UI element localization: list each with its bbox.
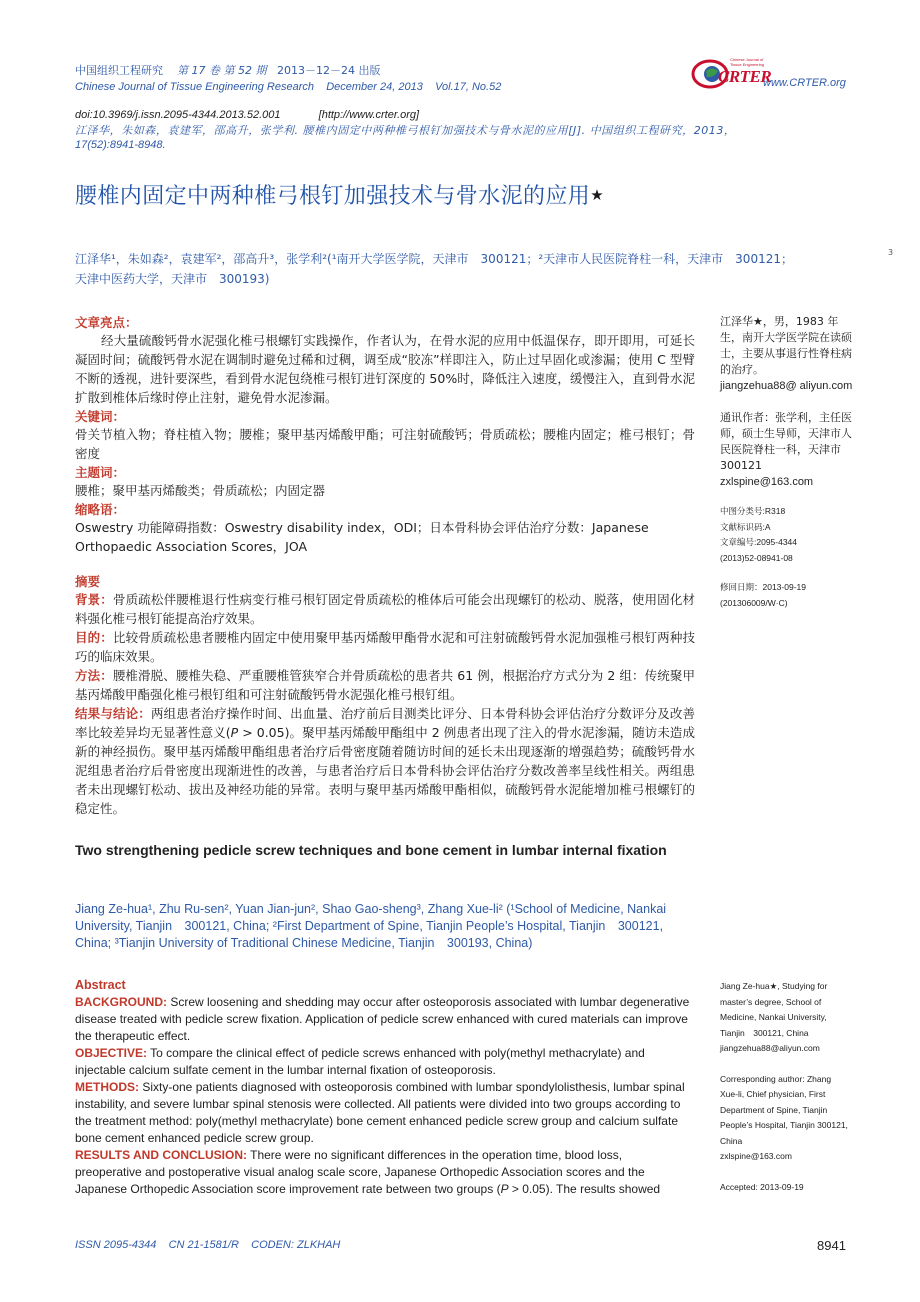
article-number-2: (2013)52-08941-08	[720, 552, 793, 563]
background-label-en: BACKGROUND:	[75, 995, 167, 1009]
abbreviations-label: 缩略语：	[75, 502, 126, 517]
logo-small-text: Chinese Journal of Tissue Engineering	[730, 57, 765, 67]
volume-en: Vol.17, No.52	[435, 81, 502, 93]
abbreviations-line2: Orthopaedic Association Scores，JOA	[75, 539, 308, 554]
author-email-en[interactable]: jiangzehua88@aliyun.com	[720, 1043, 820, 1053]
author-info-cn: 江泽华★，男，1983 年生，南开大学医学院在读硕士，主要从事退行性脊柱病的治疗。	[720, 315, 852, 376]
authors-cn	[75, 249, 875, 289]
abbreviations-line1: Oswestry 功能障碍指数：Oswestry disability index，ODI；日本骨科协会评估治疗分数：Japanese	[75, 520, 649, 535]
issn: ISSN 2095-4344	[75, 1239, 157, 1251]
corr-email-en[interactable]: zxlspine@163.com	[720, 1151, 792, 1161]
abstract-cn-objective	[75, 628, 695, 666]
results-text-cn-b: > 0.05)。聚甲基丙烯酸甲酯组中 2 例患者出现了注入的骨水泥渗漏，随访未造成新的神经损伤。聚甲基丙烯酸甲酯组患者治疗后骨密度随着随访时间的延长未出现逐渐的增强趋势；硫酸钙骨水泥组患者治疗后骨密度出现渐进性的改善，与患者治疗后日本骨科协会评估治疗分数改善率呈线性相关。两组患者未出现螺钉松动、拔出及神经功能的异常。表明与聚甲基丙烯酸甲酯相似，硫酸钙骨水泥能增加椎弓根螺钉的稳定性。	[75, 725, 695, 816]
revised-code: (201306009/W·C)	[720, 597, 788, 608]
article-number: 文章编号:2095-4344	[720, 537, 798, 547]
sidebar-cn	[720, 314, 860, 611]
cn-number: CN 21-1581/R	[168, 1239, 239, 1251]
highlights-label: 文章亮点：	[75, 315, 138, 330]
authors-cn-line2: 天津中医药大学，天津市 300193)	[75, 272, 270, 286]
abstract-en-objective	[75, 1045, 690, 1079]
volume-cn: 第 17 卷 第 52 期	[177, 64, 267, 77]
website: www.CRTER.org	[763, 77, 846, 89]
objective-text-cn: 比较骨质疏松患者腰椎内固定中使用聚甲基丙烯酸甲酯骨水泥和可注射硫酸钙骨水泥加强椎弓根钉两种技巧的临床效果。	[75, 630, 695, 664]
doi[interactable]: doi:10.3969/j.issn.2095-4344.2013.52.001	[75, 109, 281, 121]
title-cn: 腰椎内固定中两种椎弓根钉加强技术与骨水泥的应用	[75, 184, 591, 209]
methods-text-en: Sixty-one patients diagnosed with osteoporosis combined with lumbar spondylolisthesis, lumbar spinal instability, and severe lumbar spinal stenosis were collected. All patients were divided into two groups according to the treatment method: poly(methyl methacrylate) bone cement enhanced pedicle screw group and calcium sulfate bone cement enhanced pedicle screw group.	[75, 1080, 685, 1145]
results-label-en: RESULTS AND CONCLUSION:	[75, 1148, 247, 1162]
doi-line	[75, 108, 895, 123]
crter-url[interactable]: [http://www.crter.org]	[318, 109, 420, 121]
abstract-en-heading: Abstract	[75, 978, 126, 992]
header-en-line	[75, 81, 675, 93]
abstract-en-background	[75, 994, 690, 1045]
methods-text-cn: 腰椎滑脱、腰椎失稳、严重腰椎管狭窄合并骨质疏松的患者共 61 例，根据治疗方式分为 2 组：传统聚甲基丙烯酸甲酯强化椎弓根钉组和可注射硫酸钙骨水泥强化椎弓根钉组。	[75, 668, 695, 702]
background-label-cn: 背景：	[75, 592, 113, 607]
page-title	[75, 179, 604, 210]
date-en: December 24, 2013	[326, 81, 423, 93]
page-number: 8941	[817, 1238, 846, 1253]
corr-email-cn[interactable]: zxlspine@163.com	[720, 476, 814, 488]
results-text-en-b: > 0.05). The results showed	[508, 1182, 661, 1196]
title-star: ★	[590, 186, 605, 204]
abstract-cn-background	[75, 590, 695, 628]
keywords-label: 关键词：	[75, 409, 126, 424]
objective-label-cn: 目的：	[75, 630, 113, 645]
page-marker: 3	[888, 248, 894, 257]
results-p-en: P	[500, 1182, 509, 1196]
authors-cn-line1: 江泽华¹，朱如森²，袁建军²，邵高升³，张学利²(¹南开大学医学院，天津市 300121；²天津市人民医院脊柱一科，天津市 300121；	[75, 252, 793, 266]
coden: CODEN: ZLKHAH	[251, 1239, 341, 1251]
authors-en-line3: China; ³Tianjin University of Traditional Chinese Medicine, Tianjin 300193, China)	[75, 936, 533, 950]
results-label-cn: 结果与结论：	[75, 706, 151, 721]
corresponding-cn: 通讯作者：张学利，主任医师，硕士生导师，天津市人民医院脊柱一科，天津市 300121	[720, 411, 852, 472]
journal-name-cn: 中国组织工程研究	[75, 64, 163, 77]
methods-label-cn: 方法：	[75, 668, 113, 683]
abstract-en	[75, 977, 690, 1198]
abstract-cn-methods	[75, 666, 695, 704]
results-text-en-a: There were no significant differences in the operation time, blood loss, preoperative and postoperative visual analog scale score, Japanese Orthopedic Association scores and the Japanese Orthopedic Association score improvement rate between two groups (	[75, 1148, 645, 1196]
author-info-en: Jiang Ze-hua★, Studying for master’s degree, School of Medicine, Nankai University, Tianjin 300121, China	[720, 981, 828, 1038]
footer-codes	[75, 1239, 340, 1251]
abstract-cn-results	[75, 704, 695, 818]
author-email-cn[interactable]: jiangzehua88@ aliyun.com	[720, 380, 853, 392]
subject-terms-label: 主题词：	[75, 465, 126, 480]
revised-date: 修回日期：2013-09-19	[720, 582, 806, 592]
abstract-cn-heading: 摘要	[75, 574, 101, 589]
abstract-en-methods	[75, 1079, 690, 1147]
results-p-cn: P	[230, 725, 239, 740]
reference-line-1: 江泽华，朱如森，袁建军，邵高升，张学利. 腰椎内固定中两种椎弓根钉加强技术与骨水泥的应用[J]. 中国组织工程研究，2013，	[75, 124, 736, 137]
corresponding-en: Corresponding author: Zhang Xue-li, Chief physician, First Department of Spine, Tianjin People’s Hospital, Tianjin 300121, China	[720, 1073, 848, 1146]
reference-line-2: 17(52):8941-8948.	[75, 139, 166, 151]
main-cn-column	[75, 313, 695, 818]
background-text-cn: 骨质疏松伴腰椎退行性病变行椎弓根钉固定骨质疏松的椎体后可能会出现螺钉的松动、脱落，使用固化材料强化椎弓根钉能提高治疗效果。	[75, 592, 695, 626]
authors-en-line1: Jiang Ze-hua¹, Zhu Ru-sen², Yuan Jian-jun², Shao Gao-sheng³, Zhang Xue-li² (¹School of Medicine, Nankai	[75, 902, 667, 916]
background-text-en: Screw loosening and shedding may occur after osteoporosis associated with lumbar degenerative disease treated with pedicle screw fixation. Application of pedicle screw enhanced with cured materials can improve the therapeutic effect.	[75, 995, 690, 1043]
objective-label-en: OBJECTIVE:	[75, 1046, 148, 1060]
journal-name-en: Chinese Journal of Tissue Engineering Research	[75, 81, 314, 93]
authors-en-line2: University, Tianjin 300121, China; ²First Department of Spine, Tianjin People’s Hospital, Tianjin 300121,	[75, 919, 664, 933]
logo-text: CRTER	[718, 67, 772, 86]
results-text-cn-a: 两组患者治疗操作时间、出血量、治疗前后目测类比评分、日本骨科协会评估治疗分数评分及改善率比较差异均无显著性意义(	[75, 706, 695, 740]
highlights-text: 经大量硫酸钙骨水泥强化椎弓根螺钉实践操作，作者认为，在骨水泥的应用中低温保存，即开即用，可延长凝固时间；硫酸钙骨水泥在调制时避免过稀和过稠，调至成“胶冻”样即注入，防止过早固化或渗漏；使用 C 型臂不断的透视，进针要深些，看到骨水泥包绕椎弓根钉进钉深度的 50%时，降低注入速度，缓慢注入，直到骨水泥扩散到椎体后缘时停止注射，避免骨水泥渗漏。	[75, 333, 695, 405]
accepted-date: Accepted: 2013-09-19	[720, 1181, 804, 1192]
class-number: 中图分类号:R318	[720, 506, 786, 516]
document-code: 文献标识码:A	[720, 521, 771, 532]
objective-text-en: To compare the clinical effect of pedicle screws enhanced with poly(methyl methacrylate) and injectable calcium sulfate cement in the lumbar internal fixation of osteoporosis.	[75, 1046, 645, 1077]
abstract-en-results	[75, 1147, 690, 1198]
header-cn-line	[75, 62, 675, 78]
subject-terms-text: 腰椎；聚甲基丙烯酸类；骨质疏松；内固定器	[75, 483, 326, 498]
sidebar-en	[720, 979, 850, 1195]
journal-header	[75, 62, 675, 93]
methods-label-en: METHODS:	[75, 1080, 139, 1094]
title-en: Two strengthening pedicle screw techniques and bone cement in lumbar internal fixation	[75, 842, 667, 858]
crter-logo	[690, 56, 770, 92]
citation-block	[75, 108, 895, 153]
date-cn: 2013－12－24 出版	[276, 64, 381, 77]
authors-en	[75, 901, 715, 952]
keywords-text: 骨关节植入物；脊柱植入物；腰椎；聚甲基丙烯酸甲酯；可注射硫酸钙；骨质疏松；腰椎内固定；椎弓根钉；骨密度	[75, 427, 695, 461]
